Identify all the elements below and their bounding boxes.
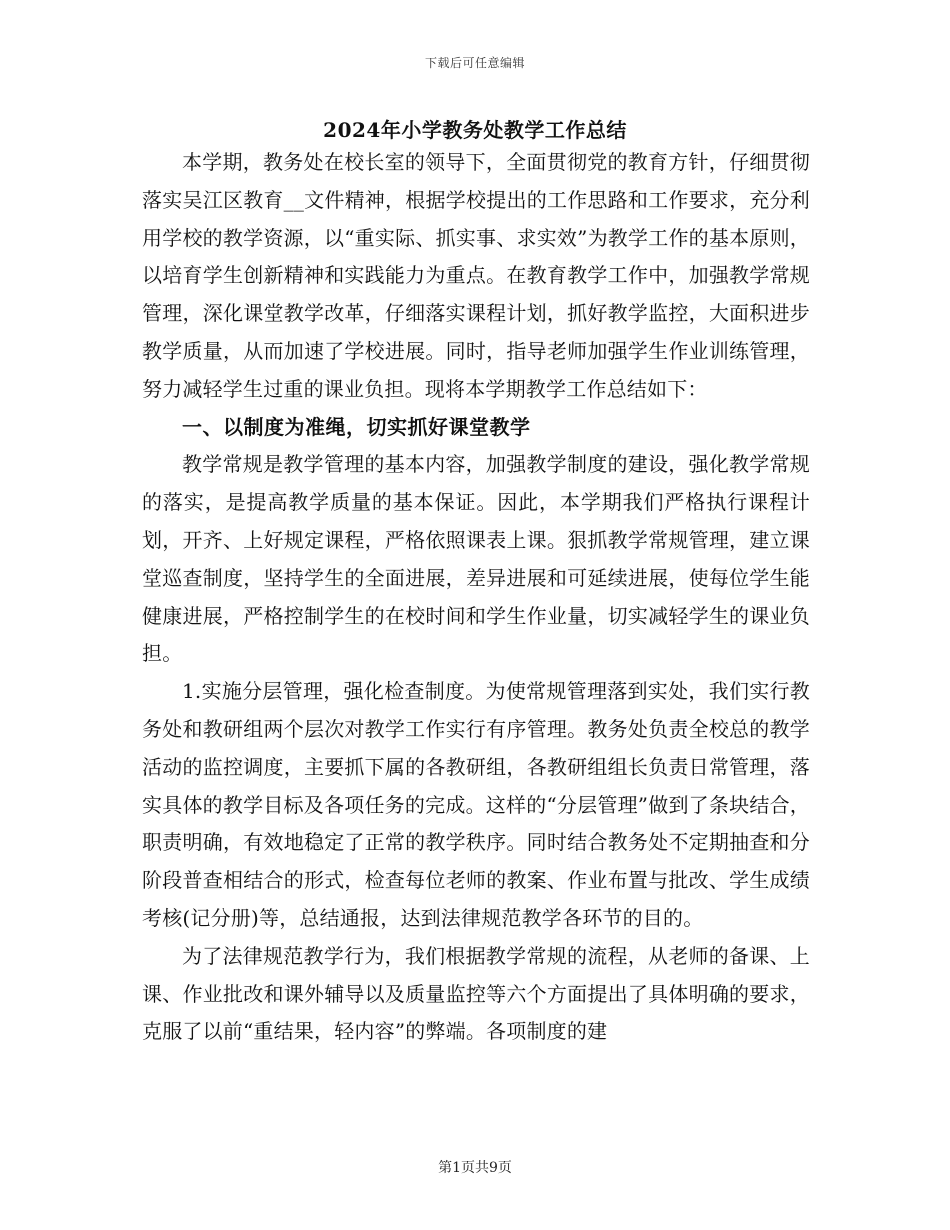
item-1-paragraph: 1.实施分层管理，强化检查制度。为使常规管理落到实处，我们实行教务处和教研组两个层次对教学工作实行有序管理。教务处负责全校总的教学活动的监控调度，主要抓下属的各教研组，各教研组组长负责日常管理，落实具体的教学目标及各项任务的完成。这样的“分层管理”做到了条块结合，职责明确，有效地稳定了正常的教学秩序。同时结合教务处不定期抽查和分阶段普查相结合的形式，检查每位老师的教案、作业布置与批改、学生成绩考核(记分册)等，总结通报，达到法律规范教学各环节的目的。 bbox=[142, 679, 810, 930]
section-heading-1: 一、以制度为准绳，切实抓好课堂教学 bbox=[182, 414, 531, 439]
section-1-paragraph: 教学常规是教学管理的基本内容，加强教学制度的建设，强化教学常规的落实，是提高教学质量的基本保证。因此，本学期我们严格执行课程计划，开齐、上好规定课程，严格依照课表上课。狠抓教学常规管理，建立课堂巡查制度，坚持学生的全面进展，差异进展和可延续进展，使每位学生能健康进展，严格控制学生的在校时间和学生作业量，切实减轻学生的课业负担。 bbox=[142, 452, 810, 666]
document-title: 2024年小学教务处教学工作总结 bbox=[323, 118, 627, 142]
page-number: 第1页共9页 bbox=[438, 1160, 512, 1176]
intro-paragraph: 本学期，教务处在校长室的领导下，全面贯彻党的教育方针，仔细贯彻落实吴江区教育__文件精神，根据学校提出的工作思路和工作要求，充分利用学校的教学资源，以“重实际、抓实事、求实效”为教学工作的基本原则，以培育学生创新精神和实践能力为重点。在教育教学工作中，加强教学常规管理，深化课堂教学改革，仔细落实课程计划，抓好教学监控，大面积进步教学质量，从而加速了学校进展。同时，指导老师加强学生作业训练管理，努力减轻学生过重的课业负担。现将本学期教学工作总结如下： bbox=[142, 150, 810, 401]
document-body bbox=[142, 144, 810, 1051]
header-note: 下载后可任意编辑 bbox=[424, 56, 525, 70]
standardization-paragraph: 为了法律规范教学行为，我们根据教学常规的流程，从老师的备课、上课、作业批改和课外辅导以及质量监控等六个方面提出了具体明确的要求，克服了以前“重结果，轻内容”的弊端。各项制度的建 bbox=[142, 943, 810, 1044]
